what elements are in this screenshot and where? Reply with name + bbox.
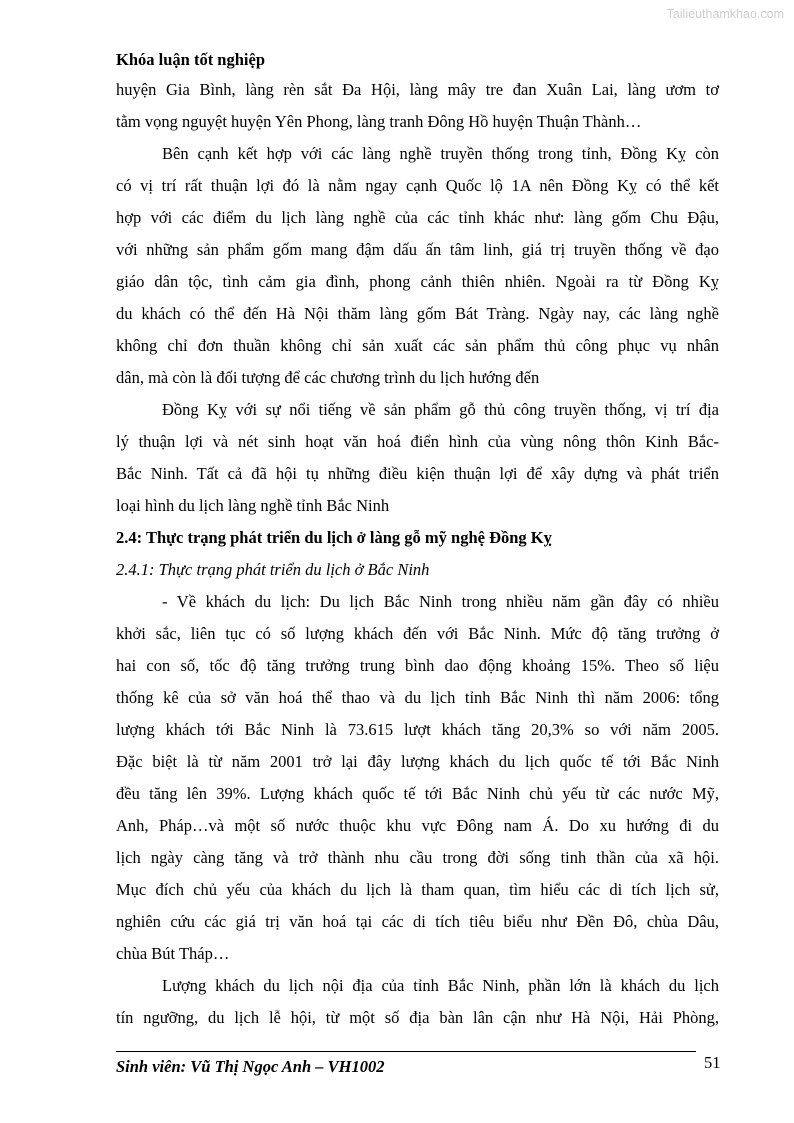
watermark: Tailieuthamkhao.com [666, 7, 784, 21]
body-line: Đặc biệt là từ năm 2001 trở lại đây lượng khách du lịch quốc tế tới Bắc Ninh [116, 752, 719, 771]
footer-student-name: Sinh viên: Vũ Thị Ngọc Anh – VH1002 [116, 1057, 385, 1076]
body-line: chùa Bút Tháp… [116, 944, 230, 963]
body-line: loại hình du lịch làng nghề tỉnh Bắc Ninh [116, 496, 390, 515]
body-line: lịch ngày càng tăng và trở thành nhu cầu trong đời sống tinh thần của xã hội. [116, 848, 719, 867]
subsection-heading: 2.4.1: Thực trạng phát triển du lịch ở Bắc Ninh [116, 560, 430, 579]
page-number: 51 [704, 1053, 721, 1072]
body-line: hai con số, tốc độ tăng trưởng trung bình dao động khoảng 15%. Theo số liệu [116, 656, 719, 675]
page-body [116, 74, 719, 1034]
body-line: có vị trí rất thuận lợi đó là nằm ngay cạnh Quốc lộ 1A nên Đồng Kỵ có thể kết [116, 176, 719, 195]
body-line: nghiên cứu các giá trị văn hoá tại các di tích tiêu biểu như Đền Đô, chùa Dâu, [116, 912, 719, 931]
body-line: huyện Gia Bình, làng rèn sắt Đa Hội, làng mây tre đan Xuân Lai, làng ươm tơ [116, 80, 719, 99]
body-line: tằm vọng nguyệt huyện Yên Phong, làng tranh Đông Hồ huyện Thuận Thành… [116, 112, 642, 131]
section-heading: 2.4: Thực trạng phát triển du lịch ở làng gỗ mỹ nghệ Đồng Kỵ [116, 528, 552, 547]
paragraph-first-line: Bên cạnh kết hợp với các làng nghề truyền thống trong tỉnh, Đồng Kỵ còn [162, 144, 719, 163]
body-line: đều tăng lên 39%. Lượng khách quốc tế tới Bắc Ninh chủ yếu từ các nước Mỹ, [116, 784, 719, 803]
body-line: Mục đích chủ yếu của khách du lịch là tham quan, tìm hiểu các di tích lịch sử, [116, 880, 719, 899]
running-header: Khóa luận tốt nghiệp [116, 50, 265, 69]
body-line: Anh, Pháp…và một số nước thuộc khu vực Đông nam Á. Do xu hướng đi du [116, 816, 719, 835]
footer-divider [116, 1051, 696, 1052]
body-line: không chỉ đơn thuần không chỉ sản xuất các sản phẩm thủ công phục vụ nhân [116, 336, 719, 355]
body-line: du khách có thể đến Hà Nội thăm làng gốm Bát Tràng. Ngày nay, các làng nghề [116, 304, 719, 323]
body-line: lượng khách tới Bắc Ninh là 73.615 lượt khách tăng 20,3% so với năm 2005. [116, 720, 719, 739]
body-line: khởi sắc, liên tục có số lượng khách đến với Bắc Ninh. Mức độ tăng trưởng ở [116, 624, 719, 643]
paragraph-first-line: Đồng Kỵ với sự nổi tiếng về sản phẩm gỗ thủ công truyền thống, vị trí địa [162, 400, 719, 419]
body-line: tín ngưỡng, du lịch lễ hội, từ một số địa bàn lân cận như Hà Nội, Hải Phòng, [116, 1008, 719, 1027]
body-line: với những sản phẩm gốm mang đậm dấu ấn tâm linh, giá trị truyền thống về đạo [116, 240, 719, 259]
paragraph-first-line: Lượng khách du lịch nội địa của tỉnh Bắc Ninh, phần lớn là khách du lịch [162, 976, 719, 995]
body-line: giáo dân tộc, tình cảm gia đình, phong cảnh thiên nhiên. Ngoài ra từ Đồng Kỵ [116, 272, 719, 291]
body-line: hợp với các điểm du lịch làng nghề của các tỉnh khác như: làng gốm Chu Đậu, [116, 208, 719, 227]
body-line: Bắc Ninh. Tất cả đã hội tụ những điều kiện thuận lợi để xây dựng và phát triển [116, 464, 719, 483]
body-line: lý thuận lợi và nét sinh hoạt văn hoá điển hình của vùng nông thôn Kinh Bắc- [116, 432, 719, 451]
body-line: thống kê của sở văn hoá thể thao và du lịch tỉnh Bắc Ninh thì năm 2006: tổng [116, 688, 719, 707]
body-line: dân, mà còn là đối tượng để các chương trình du lịch hướng đến [116, 368, 540, 387]
paragraph-first-line: - Về khách du lịch: Du lịch Bắc Ninh trong nhiều năm gần đây có nhiều [162, 592, 719, 611]
